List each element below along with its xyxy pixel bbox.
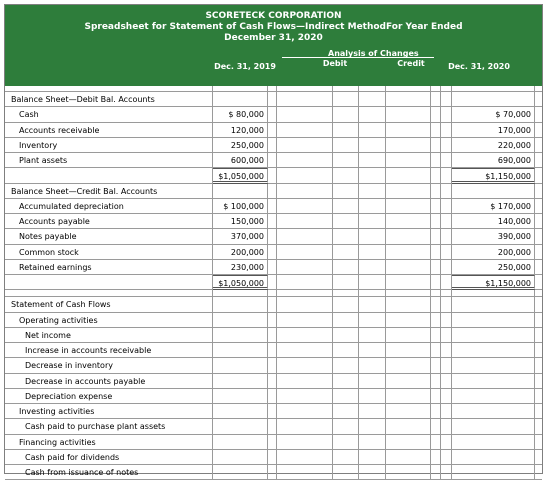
total-2020: $1,150,000 (452, 168, 535, 183)
table-row (5, 374, 542, 389)
row-label: Retained earnings (5, 260, 213, 275)
value-2019: 150,000 (213, 214, 268, 229)
table-row (5, 153, 542, 168)
row-label: Cash paid for dividends (5, 450, 213, 465)
value-2019: 200,000 (213, 245, 268, 260)
col-header-credit: Credit (397, 59, 425, 68)
row-label: Depreciation expense (5, 389, 213, 404)
value-2020: 220,000 (452, 138, 535, 153)
row-label: Plant assets (5, 153, 213, 168)
company-name: SCORETECK CORPORATION (205, 11, 342, 21)
table-row (5, 358, 542, 373)
analysis-rule (282, 57, 434, 58)
col-header-2020: Dec. 31, 2020 (448, 62, 510, 71)
value-2019: $ 80,000 (213, 107, 268, 122)
section-title-debit: Balance Sheet—Debit Bal. Accounts (5, 92, 213, 107)
table-row (5, 450, 542, 465)
row-label: Decrease in accounts payable (5, 374, 213, 389)
row-label: Inventory (5, 138, 213, 153)
value-2020: 250,000 (452, 260, 535, 275)
row-label: Net income (5, 328, 213, 343)
table-row (5, 313, 542, 328)
row-label: Investing activities (5, 404, 213, 419)
table-row (5, 214, 542, 229)
row-label: Cash paid to purchase plant assets (5, 419, 213, 434)
table-row (5, 343, 542, 358)
section-title-credit: Balance Sheet—Credit Bal. Accounts (5, 184, 213, 199)
row-label: Cash from issuance of notes (5, 465, 213, 480)
total-2019: $1,050,000 (213, 168, 268, 183)
table-row (5, 199, 542, 214)
table-row (5, 245, 542, 260)
cash-flow-spreadsheet (4, 4, 543, 477)
spacer-row (5, 290, 542, 297)
table-row (5, 297, 542, 312)
value-2019: 230,000 (213, 260, 268, 275)
row-label: Accounts payable (5, 214, 213, 229)
total-2019: $1,050,000 (213, 275, 268, 290)
period-date: December 31, 2020 (224, 33, 323, 43)
col-header-2019: Dec. 31, 2019 (214, 62, 276, 71)
value-2020: $ 70,000 (452, 107, 535, 122)
value-2019: 120,000 (213, 123, 268, 138)
table-row (5, 404, 542, 419)
value-2020: 140,000 (452, 214, 535, 229)
col-header-analysis: Analysis of Changes (328, 49, 419, 58)
table-row (5, 419, 542, 434)
section-title-cash-flows: Statement of Cash Flows (5, 297, 213, 312)
table-row (5, 435, 542, 450)
row-label: Cash (5, 107, 213, 122)
value-2020: 170,000 (452, 123, 535, 138)
total-row (5, 275, 542, 290)
table-row (5, 184, 542, 199)
total-row (5, 168, 542, 183)
table-row (5, 389, 542, 404)
table-row (5, 328, 542, 343)
row-label: Notes payable (5, 229, 213, 244)
row-label: Common stock (5, 245, 213, 260)
table-row (5, 465, 542, 480)
value-2019: 370,000 (213, 229, 268, 244)
col-header-debit: Debit (322, 59, 348, 68)
table-row (5, 260, 542, 275)
value-2020: $ 170,000 (452, 199, 535, 214)
table-row (5, 123, 542, 138)
total-2020: $1,150,000 (452, 275, 535, 290)
row-label: Accumulated depreciation (5, 199, 213, 214)
spreadsheet-header (5, 5, 542, 86)
value-2019: 600,000 (213, 153, 268, 168)
row-label: Financing activities (5, 435, 213, 450)
row-label: Increase in accounts receivable (5, 343, 213, 358)
table-row (5, 107, 542, 122)
row-label: Operating activities (5, 313, 213, 328)
value-2019: $ 100,000 (213, 199, 268, 214)
value-2020: 200,000 (452, 245, 535, 260)
value-2020: 390,000 (452, 229, 535, 244)
value-2019: 250,000 (213, 138, 268, 153)
spreadsheet-subtitle: Spreadsheet for Statement of Cash Flows—Indirect MethodFor Year Ended (84, 22, 463, 32)
table-row (5, 92, 542, 107)
value-2020: 690,000 (452, 153, 535, 168)
table-row (5, 229, 542, 244)
row-label: Accounts receivable (5, 123, 213, 138)
table-row (5, 138, 542, 153)
row-label: Decrease in inventory (5, 358, 213, 373)
